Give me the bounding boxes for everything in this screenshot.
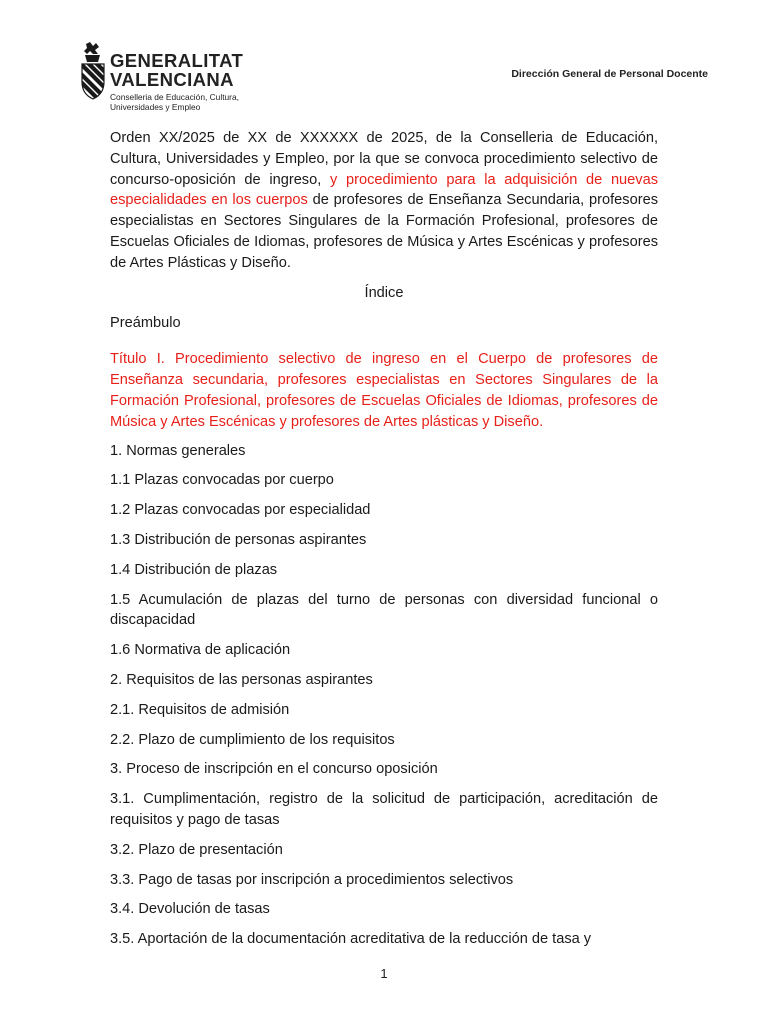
logo-subtitle: [110, 92, 260, 112]
logo-title: [110, 51, 243, 89]
coat-of-arms-icon: [80, 42, 106, 100]
logo-sub-line1: Conselleria de Educación, Cultura,: [110, 92, 239, 102]
order-title: [110, 128, 658, 274]
toc-item: 3.4. Devolución de tasas: [110, 901, 270, 918]
toc-item: 1.5 Acumulación de plazas del turno de personas con diversidad funcional o discapacidad: [110, 591, 658, 629]
table-of-contents: [110, 441, 658, 950]
toc-item: 1.3 Distribución de personas aspirantes: [110, 531, 367, 548]
toc-item: 1.6 Normativa de aplicación: [110, 642, 291, 659]
toc-item: 1.4 Distribución de plazas: [110, 561, 278, 578]
toc-item: 3.3. Pago de tasas por inscripción a procedimientos selectivos: [110, 871, 514, 888]
directorate-label: Dirección General de Personal Docente: [511, 68, 708, 80]
toc-item: 2.2. Plazo de cumplimiento de los requisitos: [110, 731, 395, 748]
toc-titulo-1: Título I. Procedimiento selectivo de ingreso en el Cuerpo de profesores de Enseñanza secundaria, profesores especialistas en Sectores Singulares de la Formación Profesional, profesores de Escuelas Oficiales de Idiomas, profesores de Música y Artes Escénicas y profesores de Artes plásticas y Diseño.: [110, 351, 658, 430]
index-heading: Índice: [364, 284, 404, 301]
toc-item: 3.5. Aportación de la documentación acreditativa de la reducción de tasa y: [110, 931, 592, 948]
toc-item: 1.2 Plazas convocadas por especialidad: [110, 502, 371, 519]
order-title-highlight: y procedimiento para la adquisición de nuevas especialidades en los cuerpos: [110, 171, 658, 209]
order-title-part3: de profesores de Enseñanza Secundaria, profesores especialistas en Sectores Singulares de la Formación Profesional, profesores de Escuelas Oficiales de Idiomas, profesores de Música y Artes Escénicas y profesores de Artes Plásticas y Diseño.: [110, 192, 658, 271]
toc-item: 2.1. Requisitos de admisión: [110, 701, 290, 718]
toc-item: 1. Normas generales: [110, 442, 246, 459]
order-title-part1: Orden XX/2025 de XX de XXXXXX de 2025, de la Conselleria de Educación, Cultura, Universidades y Empleo, por la que se convoca procedimiento selectivo de concurso-oposición de ingreso,: [110, 130, 658, 188]
toc-item: 2. Requisitos de las personas aspirantes: [110, 671, 373, 688]
toc-item: 3.2. Plazo de presentación: [110, 841, 283, 858]
generalitat-logo: [80, 40, 250, 112]
toc-item: 1.1 Plazas convocadas por cuerpo: [110, 472, 334, 489]
toc-item: 3.1. Cumplimentación, registro de la solicitud de participación, acreditación de requisitos y pago de tasas: [110, 791, 658, 828]
logo-title-line1: GENERALITAT: [110, 50, 244, 71]
toc-preamble: Preámbulo: [110, 314, 181, 331]
logo-title-line2: VALENCIANA: [110, 69, 234, 90]
toc-item: 3. Proceso de inscripción en el concurso oposición: [110, 761, 438, 778]
page-number: 1: [380, 966, 388, 981]
document-body: [110, 128, 658, 959]
logo-sub-line2: Universidades y Empleo: [110, 102, 201, 112]
page-header: [80, 40, 710, 112]
